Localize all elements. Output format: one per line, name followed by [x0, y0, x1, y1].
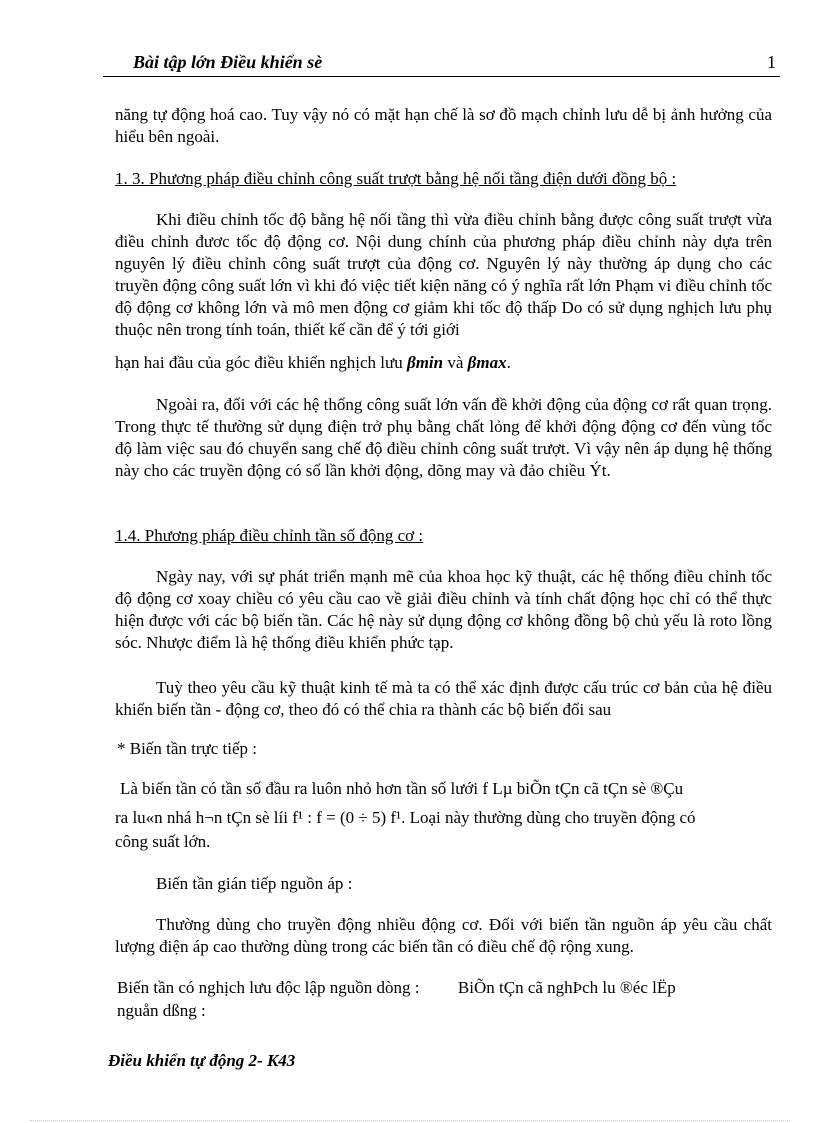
paragraph-4: Ngày nay, với sự phát triển mạnh mẽ của khoa học kỹ thuật, các hệ thống điều chỉnh tốc độ động cơ xoay chiều có yêu cầu cao về giải điều chỉnh và tính chất động học chỉ có thể thực hiện được với các bộ biến tần. Các hệ này sử dụng động cơ không đồng bộ chủ yếu là roto lồng sóc. Nhược điểm là hệ thống điều khiển phức tạp.	[115, 567, 772, 652]
paragraph-6: Thường dùng cho truyền động nhiều động cơ. Đối với biến tần nguồn áp yêu cầu chất lượng điện áp cao thường dùng trong các biến tần có điều chế độ rộng xung.	[115, 915, 772, 956]
direct-inverter-line-3: công suất lớn.	[115, 832, 211, 851]
header-title: Bài tập lớn Điều khiển sè	[133, 52, 323, 72]
beta-max-symbol: βmax	[467, 353, 507, 372]
paragraph-2-last-line: hạn hai đầu của góc điều khiển nghịch lưu βmin và βmax.	[115, 353, 511, 372]
current-source-inverter-line-1	[117, 978, 676, 998]
p2-and: và	[447, 353, 464, 372]
beta-min-symbol: βmin	[407, 353, 444, 372]
paragraph-2: Khi điều chỉnh tốc độ bằng hệ nối tầng thì vừa điều chỉnh bằng được công suất trượt vừa điều chỉnh đươc tốc độ động cơ. Nội dung chính của phương pháp điều chỉnh này dựa trên nguyên lý điều chỉnh công suất trượt của động cơ. Nguyên lý này thường áp dụng cho các truyền động công suất lớn vì khi đó việc tiết kiện năng có ý nghĩa rất lớn Phạm vi điều chỉnh tốc độ động cơ không lớn và mô men động cơ giảm khi tốc độ thấp Do có sử dụng nghịch lưu phụ thuộc nên trong tính toán, thiết kế cần để ý tới giới	[115, 210, 772, 339]
paragraph-3: Ngoài ra, đối với các hệ thống công suất lớn vấn đề khởi động của động cơ rất quan trọng. Trong thực tế thường sử dụng điện trở phụ bằng chất lỏng để khởi động động cơ đến vùng tốc độ làm việc sau đó chuyển sang chế độ điều chỉnh công suất trượt. Vì vậy nên áp dụng hệ thống này cho các truyền động có số lần khởi động, dõng may và đảo chiều Ýt.	[115, 395, 772, 480]
l6-part-a: Biến tần có nghịch lưu độc lập nguồn dòng :	[117, 978, 420, 997]
p2-last-text: hạn hai đầu của góc điều khiển nghịch lưu	[115, 353, 403, 372]
page-number: 1	[767, 52, 776, 72]
direct-inverter-line-2	[115, 808, 696, 828]
direct-inverter-line-1: Là biến tần có tần số đầu ra luôn nhỏ hơn tần số lưới f Lµ biÕn tÇn cã tÇn sè ®Çu	[120, 779, 684, 798]
bottom-dotted-rule	[30, 1120, 790, 1121]
l3-part-a: ra lu«n nhá h¬n tÇn sè líi	[115, 808, 288, 827]
page-footer: Điều khiển tự động 2- K43	[108, 1051, 296, 1070]
section-heading-1-3: 1. 3. Phương pháp điều chỉnh công suất trượt bằng hệ nối tầng điện dưới đồng bộ :	[115, 169, 677, 188]
current-source-inverter-line-2: nguån dßng :	[117, 1001, 206, 1020]
l6-part-b: BiÕn tÇn cã nghÞch lu ®éc lËp	[457, 978, 676, 997]
direct-inverter-item: * Biến tần trực tiếp :	[117, 739, 257, 758]
paragraph-5: Tuỳ theo yêu cầu kỹ thuật kinh tế mà ta có thể xác định được cấu trúc cơ bản của hệ điều khiển biến tần - động cơ, theo đó có thể chia ra thành các bộ biến đổi sau	[115, 678, 772, 719]
paragraph-1: năng tự động hoá cao. Tuy vậy nó có mặt hạn chế là sơ đồ mạch chỉnh lưu dễ bị ảnh hưởng của hiểu bên ngoài.	[115, 105, 772, 146]
page-header	[103, 48, 780, 77]
indirect-voltage-inverter-item: Biến tần gián tiếp nguồn áp :	[156, 874, 353, 893]
section-heading-1-4: 1.4. Phương pháp điều chỉnh tần số động cơ :	[115, 526, 424, 545]
l3-part-b: f¹ : f = (0 ÷ 5) f¹. Loại này thường dùng cho truyền động có	[292, 808, 696, 827]
